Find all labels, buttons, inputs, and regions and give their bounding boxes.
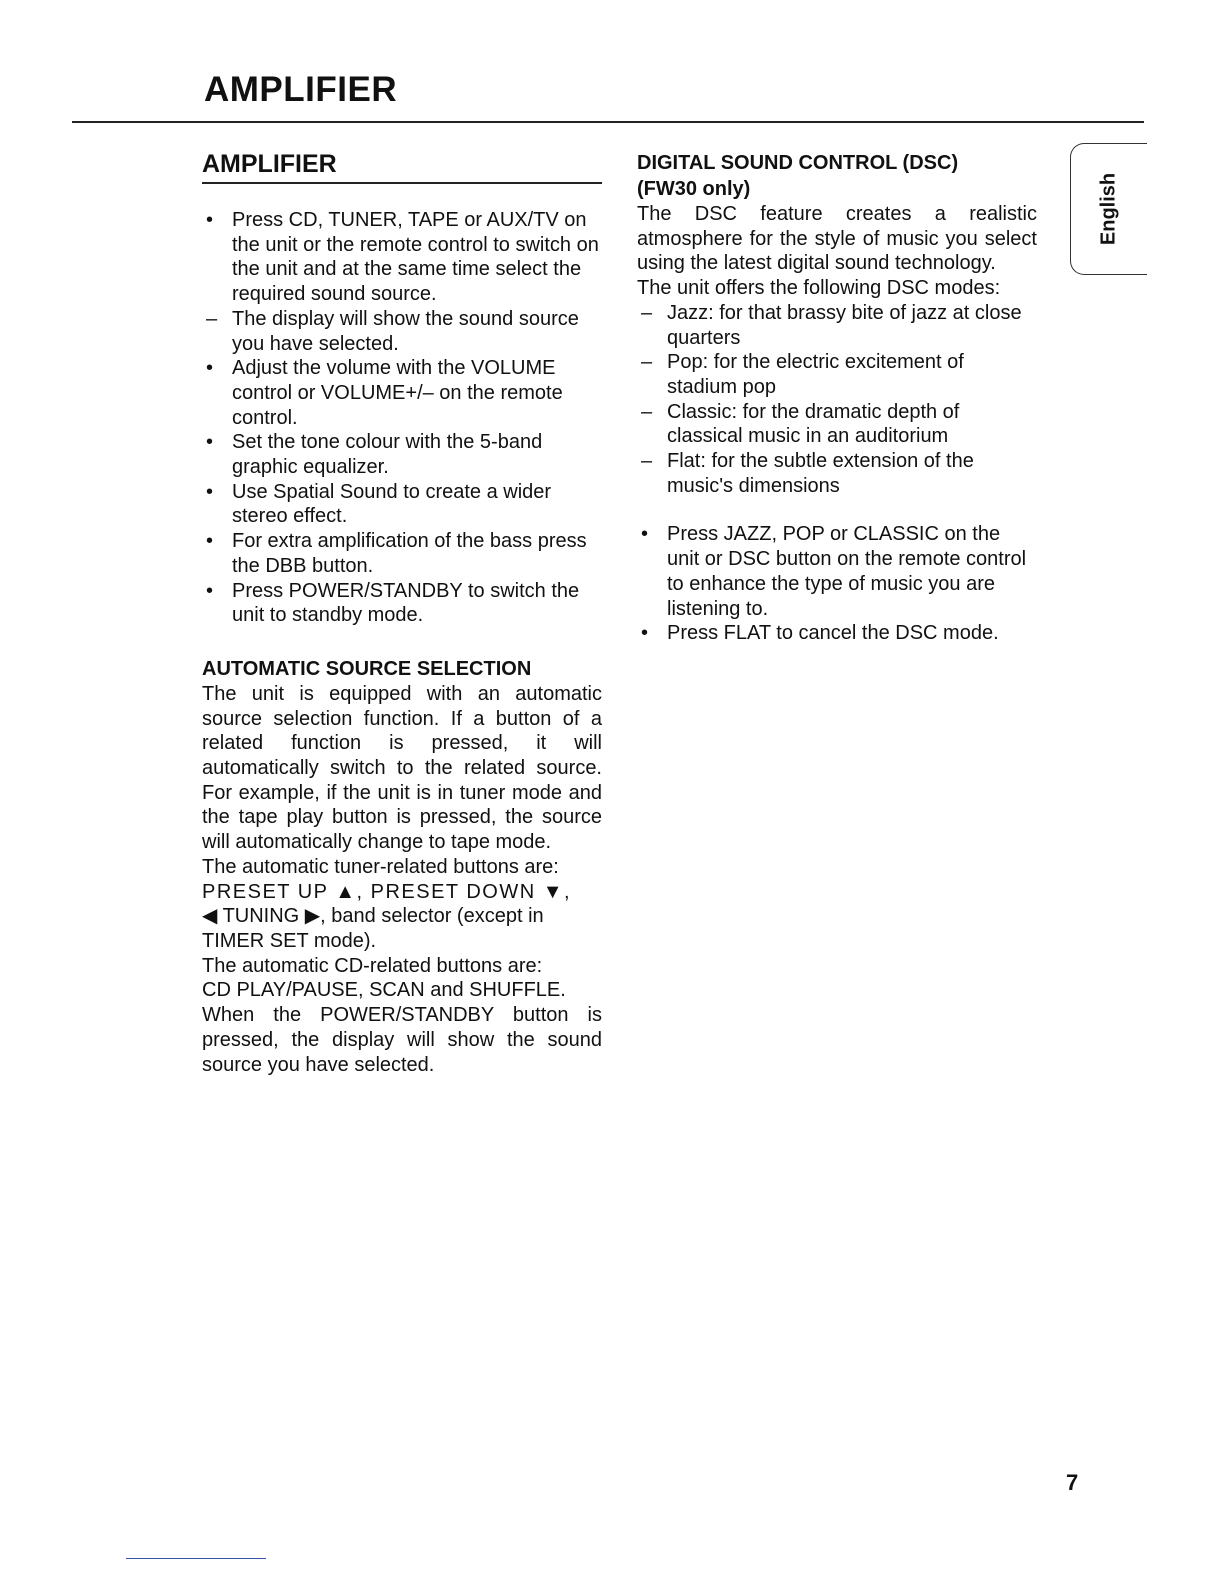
list-item: [202, 480, 602, 529]
dsc-modes-intro: The unit offers the following DSC modes:: [637, 277, 1001, 300]
list-item-text: Press JAZZ, POP or CLASSIC on the unit or DSC button on the remote control to enhance the type of music you are listening to.: [667, 523, 1027, 620]
list-item: [202, 430, 602, 479]
list-marker: •: [206, 431, 214, 454]
list-marker: –: [641, 301, 653, 324]
dsc-steps-list: [637, 522, 1037, 646]
list-marker: –: [641, 400, 653, 423]
list-item-text: Pop: for the electric excitement of stadium pop: [667, 351, 964, 398]
tuner-buttons-line-1: PRESET UP ▲, PRESET DOWN ▼,: [202, 880, 572, 903]
language-tab: [1070, 143, 1147, 275]
list-item-text: Press FLAT to cancel the DSC mode.: [667, 622, 999, 645]
cd-buttons-intro: The automatic CD-related buttons are:: [202, 954, 543, 977]
list-marker: •: [641, 622, 649, 645]
list-marker: –: [206, 307, 218, 330]
list-item-text: Set the tone colour with the 5-band graphic equalizer.: [232, 431, 543, 479]
list-marker: •: [206, 357, 214, 380]
list-item: [202, 529, 602, 578]
list-item: [637, 522, 1037, 621]
language-tab-label: English: [1097, 172, 1120, 246]
list-item-text: Press CD, TUNER, TAPE or AUX/TV on the unit or the remote control to switch on the unit and at the same time select the required sound source.: [232, 209, 599, 306]
list-item: [202, 356, 602, 430]
list-marker: •: [206, 480, 214, 503]
tuner-buttons-intro: The automatic tuner-related buttons are:: [202, 855, 559, 878]
dsc-subheading: (FW30 only): [637, 178, 751, 200]
tuner-buttons-line-2: ◀ TUNING ▶, band selector (except in TIMER SET mode).: [202, 905, 544, 952]
list-item-text: Flat: for the subtle extension of the music's dimensions: [667, 450, 974, 497]
list-item: [637, 350, 1037, 399]
list-item: [202, 208, 602, 307]
list-marker: •: [206, 530, 214, 553]
page-number: 7: [1066, 1470, 1079, 1495]
list-item: [202, 579, 602, 628]
amplifier-list: [202, 208, 602, 628]
list-marker: •: [206, 209, 214, 231]
list-marker: •: [641, 523, 649, 546]
list-item-text: Adjust the volume with the VOLUME control or VOLUME+/– on the remote control.: [232, 357, 563, 429]
right-column: [637, 150, 1037, 646]
cd-buttons: CD PLAY/PAUSE, SCAN and SHUFFLE.: [202, 979, 566, 1002]
dsc-intro: The DSC feature creates a realistic atmosphere for the style of music you select using the latest digital sound technology.: [637, 203, 1037, 275]
auto-source-intro: The unit is equipped with an automatic source selection function. If a button of a related function is pressed, it will automatically switch to the related source. For example, if the unit is in tuner mode and the tape play button is pressed, the source will automatically change to tape mode.: [202, 682, 602, 854]
list-item-text: Jazz: for that brassy bite of jazz at close quarters: [667, 301, 1022, 349]
footer-rule: [126, 1558, 266, 1559]
amplifier-heading: AMPLIFIER: [202, 148, 602, 184]
list-item: [637, 449, 1037, 498]
list-item: [637, 621, 1037, 646]
list-item-text: Press POWER/STANDBY to switch the unit to standby mode.: [232, 579, 580, 627]
list-item-text: Classic: for the dramatic depth of classical music in an auditorium: [667, 400, 960, 448]
list-item: [637, 400, 1037, 449]
dsc-heading: DIGITAL SOUND CONTROL (DSC): [637, 152, 959, 174]
list-marker: –: [641, 351, 653, 374]
title-divider: [72, 121, 1144, 123]
list-item-text: Use Spatial Sound to create a wider stereo effect.: [232, 480, 552, 528]
auto-source-closing: When the POWER/STANDBY button is pressed, the display will show the sound source you have selected.: [202, 1004, 602, 1076]
list-item: [202, 307, 602, 356]
list-marker: –: [641, 450, 653, 473]
page-title: AMPLIFIER: [204, 70, 398, 109]
list-marker: •: [206, 579, 214, 602]
list-item-text: For extra amplification of the bass press the DBB button.: [232, 530, 587, 577]
auto-source-heading: AUTOMATIC SOURCE SELECTION: [202, 657, 532, 680]
left-column: [202, 148, 602, 1077]
list-item: [637, 301, 1037, 350]
list-item-text: The display will show the sound source you have selected.: [232, 307, 579, 355]
dsc-modes-list: [637, 301, 1037, 499]
